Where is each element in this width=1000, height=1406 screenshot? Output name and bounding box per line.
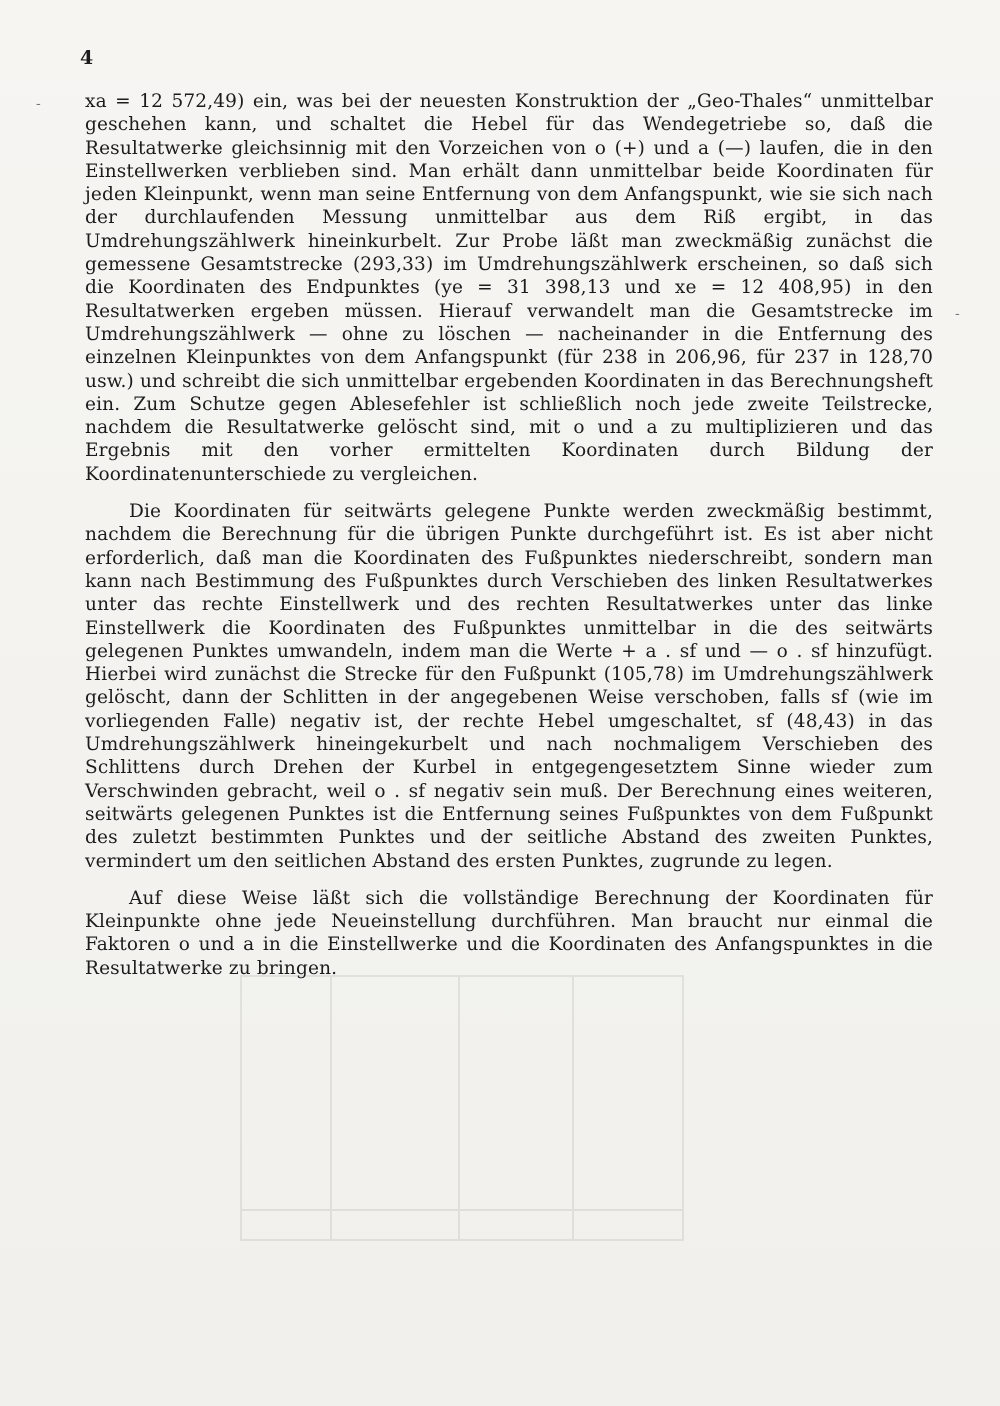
body-text [85,90,933,994]
page-number: 4 [80,47,94,69]
show-through-table-ghost [240,975,684,1241]
margin-mark: - [36,96,41,112]
paragraph-2: Die Koordinaten für seitwärts gelegene Punkte werden zweckmäßig bestimmt, nachdem die Berechnung für die übrigen Punkte durchgeführt ist. Es ist aber nicht erforderlich, daß man die Koordinaten des Fußpunktes niederschreibt, sondern man kann nach Bestimmung des Fußpunktes durch Verschieben des linken Resultatwerkes unter das rechte Einstellwerk und des rechten Resultatwerkes unter das linke Einstellwerk die Koordinaten des Fußpunktes unmittelbar in die des seitwärts gelegenen Punktes umwandeln, indem man die Werte + a . sf und — o . sf hinzufügt. Hierbei wird zunächst die Strecke für den Fußpunkt (105,78) im Umdrehungszählwerk gelöscht, dann der Schlitten in der angegebenen Weise verschoben, falls sf (wie im vorliegenden Falle) negativ ist, der rechte Hebel umgeschaltet, sf (48,43) in das Umdrehungszählwerk hineingekurbelt und nach nochmaligem Verschieben des Schlittens durch Drehen der Kurbel in entgegengesetztem Sinne wieder zum Verschwinden gebracht, weil o . sf negativ sein muß. Der Berechnung eines weiteren, seitwärts gelegenen Punktes ist die Entfernung seines Fußpunktes von dem Fußpunkt des zuletzt bestimmten Punktes und der seitliche Abstand des zweiten Punktes, vermindert um den seitlichen Abstand des ersten Punktes, zugrunde zu legen. [85,501,933,872]
margin-mark: - [955,306,960,322]
paragraph-3: Auf diese Weise läßt sich die vollständige Berechnung der Koordinaten für Kleinpunkte ohne jede Neueinstellung durchführen. Man braucht nur einmal die Faktoren o und a in die Einstellwerke und die Koordinaten des Anfangspunktes in die Resultatwerke zu bringen. [85,887,933,979]
paragraph-1: xa = 12 572,49) ein, was bei der neuesten Konstruktion der „Geo-Thales“ unmittelbar geschehen kann, und schaltet die Hebel für das Wendegetriebe so, daß die Resultatwerke gleichsinnig mit den Vorzeichen von o (+) und a (—) laufen, die in den Einstellwerken verblieben sind. Man erhält dann unmittelbar beide Koordinaten für jeden Kleinpunkt, wenn man seine Entfernung von dem Anfangspunkt, wie sie sich nach der durchlaufenden Messung unmittelbar aus dem Riß ergibt, in das Umdrehungszählwerk hineinkurbelt. Zur Probe läßt man zweckmäßig zunächst die gemessene Gesamtstrecke (293,33) im Umdrehungszählwerk erscheinen, so daß sich die Koordinaten des Endpunktes (ye = 31 398,13 und xe = 12 408,95) in den Resultatwerken ergeben müssen. Hierauf verwandelt man die Gesamtstrecke im Umdrehungszählwerk — ohne zu löschen — nacheinander in die Entfernung des einzelnen Kleinpunktes von dem Anfangspunkt (für 238 in 206,96, für 237 in 128,70 usw.) und schreibt die sich unmittelbar ergebenden Koordinaten in das Berechnungsheft ein. Zum Schutze gegen Ablesefehler ist schließlich noch jede zweite Teilstrecke, nachdem die Resultatwerke gelöscht sind, mit o und a zu multiplizieren und das Ergebnis mit den vorher ermittelten Koordinaten durch Bildung der Koordinatenunterschiede zu vergleichen. [85,91,933,485]
